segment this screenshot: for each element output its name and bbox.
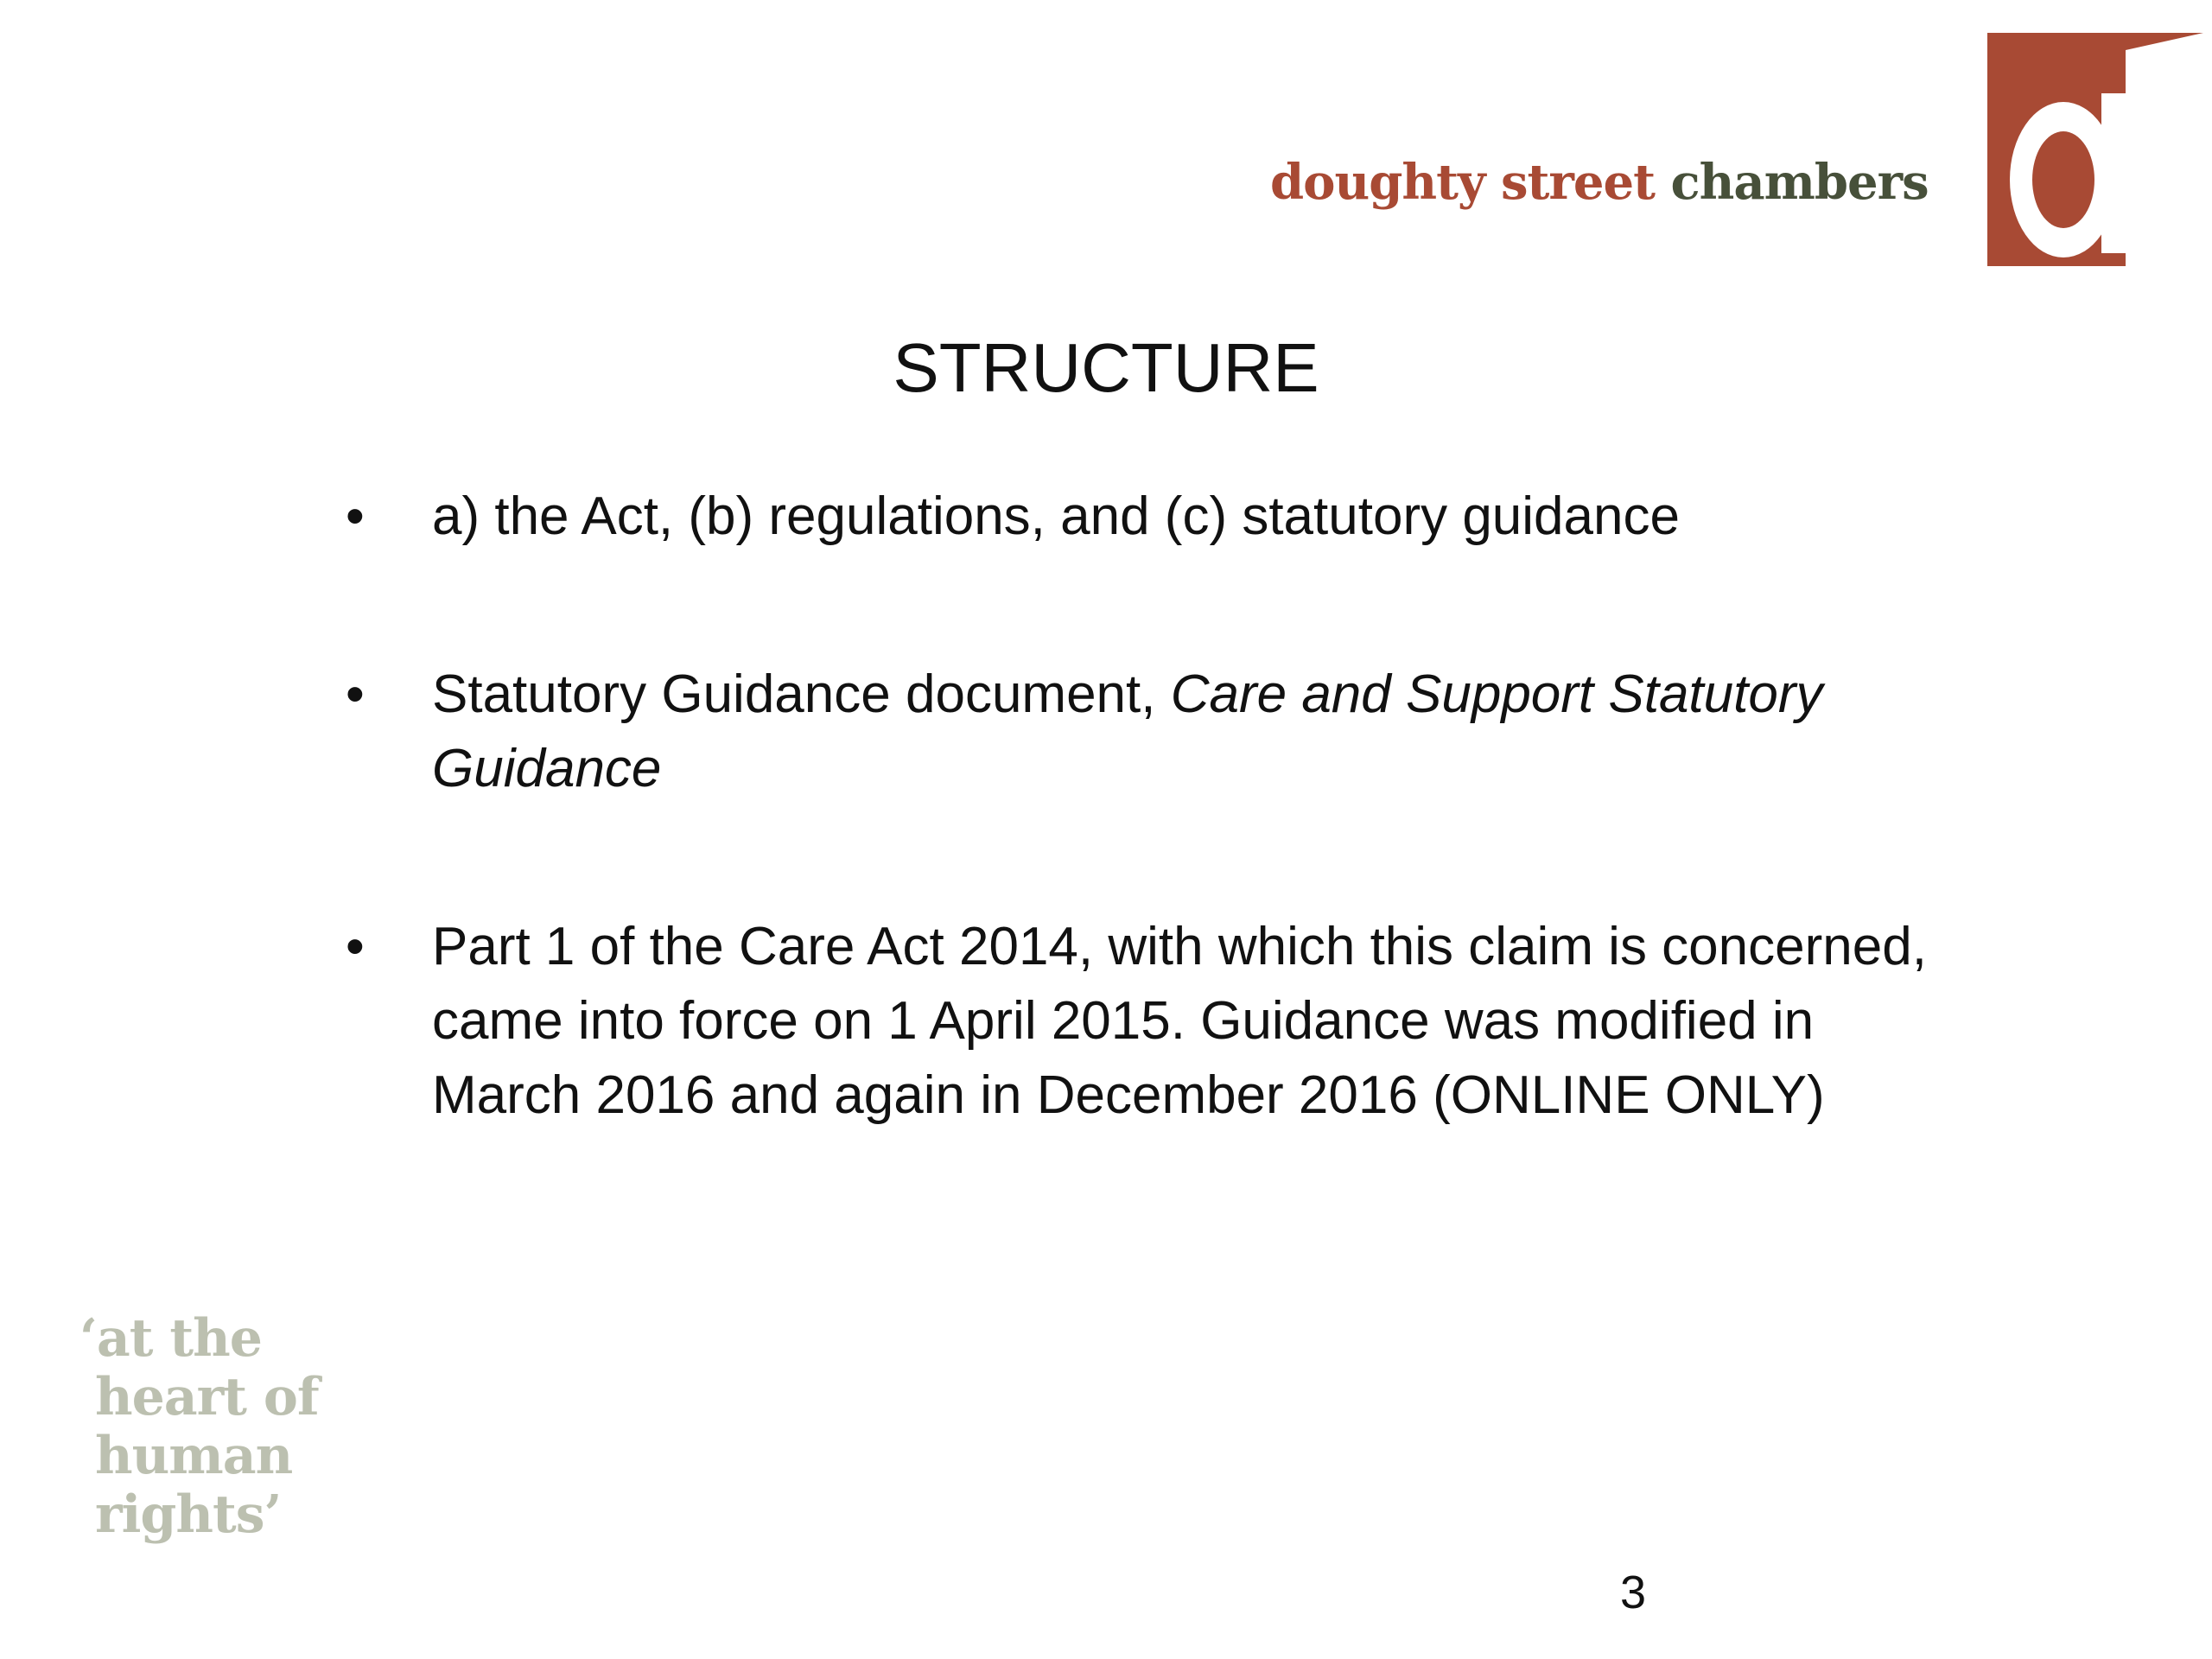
bullet-text-plain: Statutory Guidance document, (432, 664, 1171, 724)
bullet-text: Part 1 of the Care Act 2014, with which this claim is concerned, came into force on 1 April 2015. Guidance was modified in March 2016 and again in December 2016 (ONLINE ONLY) (432, 917, 1927, 1125)
bullet-item (346, 480, 1944, 554)
bullet-list (346, 480, 1944, 1133)
chambers-logo-icon (1987, 33, 2203, 266)
tagline-line: human (95, 1426, 293, 1486)
page-number: 3 (1619, 1567, 1647, 1618)
brand-word-doughty-street: doughty street (1270, 154, 1656, 211)
bullet-item (346, 910, 1944, 1133)
tagline-line: rights’ (95, 1484, 282, 1545)
bullet-text: a) the Act, (b) regulations, and (c) statutory guidance (432, 486, 1680, 546)
bullet-symbol: • (346, 917, 365, 976)
brand-wordmark (1270, 154, 1961, 223)
tagline-line: heart of (95, 1367, 319, 1427)
tagline (79, 1309, 408, 1544)
bullet-symbol: • (346, 486, 365, 546)
bullet-text (432, 664, 1823, 798)
bullet-item (346, 658, 1944, 806)
bullet-text-italic: Care and Support Statutory Guidance (432, 664, 1823, 798)
slide-title: STRUCTURE (893, 329, 1319, 406)
brand-word-chambers: chambers (1670, 154, 1929, 211)
tagline-line: ‘at the (79, 1308, 262, 1369)
bullet-symbol: • (346, 664, 365, 724)
